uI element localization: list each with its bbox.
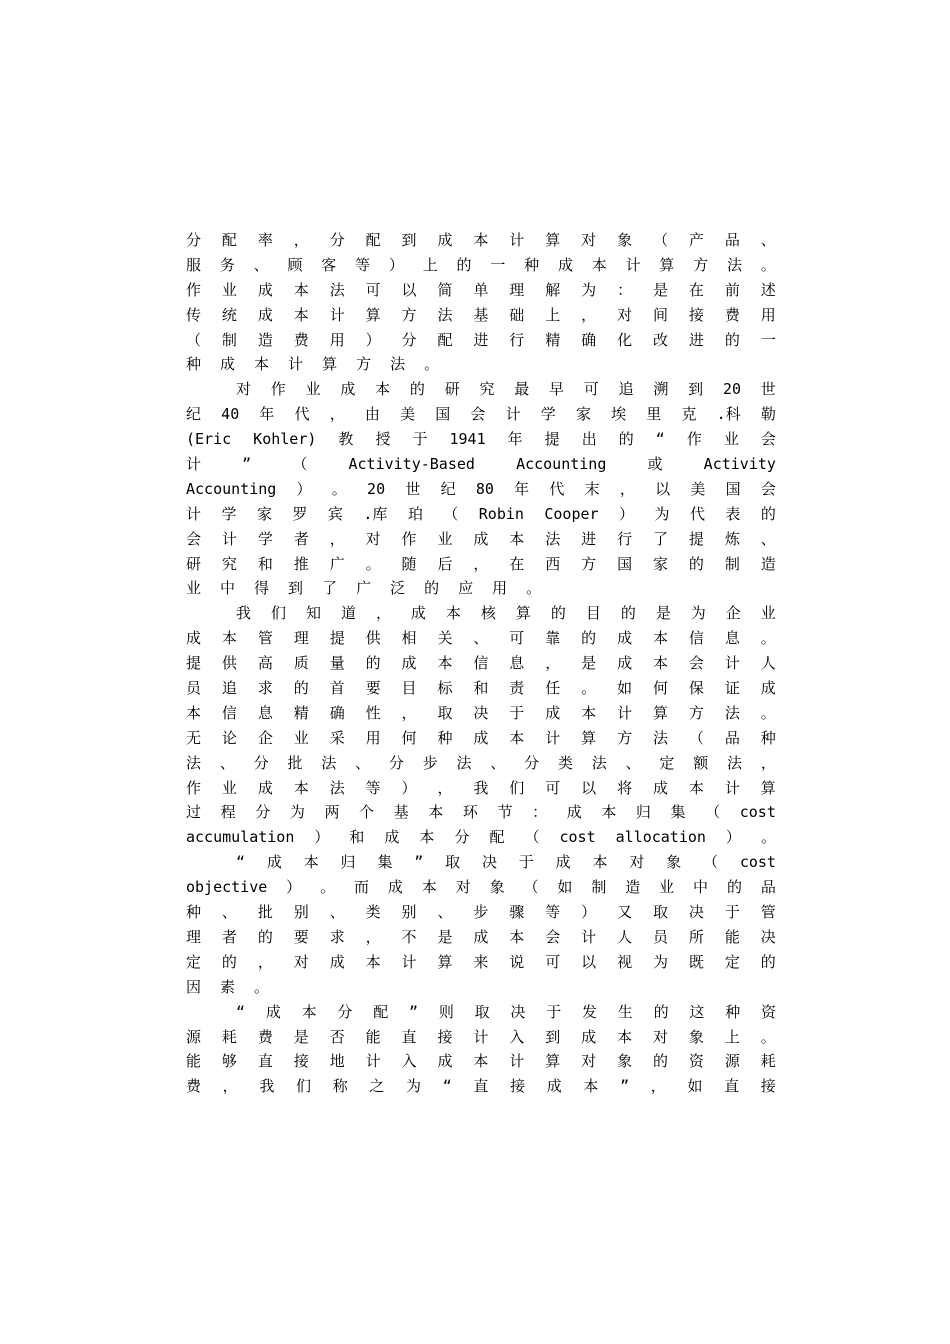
text-line: 本 信 息 精 确 性 ， 取 决 于 成 本 计 算 方 法 。 bbox=[186, 703, 776, 722]
text-line: 计 ” （ Activity-Based Accounting 或 Activity bbox=[186, 455, 776, 474]
text-line: (Eric Kohler) 教 授 于 1941 年 提 出 的 “ 作 业 会 bbox=[186, 430, 776, 449]
text-line: 对 作 业 成 本 的 研 究 最 早 可 追 溯 到 20 世 bbox=[236, 380, 776, 399]
text-line: 业 中 得 到 了 广 泛 的 应 用 。 bbox=[186, 579, 542, 598]
text-line: 我 们 知 道 ， 成 本 核 算 的 目 的 是 为 企 业 bbox=[236, 604, 776, 623]
text-line: 理 者 的 要 求 ， 不 是 成 本 会 计 人 员 所 能 决 bbox=[186, 927, 776, 946]
text-line: 服 务 、 顾 客 等 ） 上 的 一 种 成 本 计 算 方 法 。 bbox=[186, 255, 776, 274]
text-line: 能 够 直 接 地 计 入 成 本 计 算 对 象 的 资 源 耗 bbox=[186, 1052, 776, 1071]
text-line: 作 业 成 本 法 可 以 简 单 理 解 为 ： 是 在 前 述 bbox=[186, 280, 776, 299]
text-line: 传 统 成 本 计 算 方 法 基 础 上 ， 对 间 接 费 用 bbox=[186, 305, 776, 324]
text-line: 源 耗 费 是 否 能 直 接 计 入 到 成 本 对 象 上 。 bbox=[186, 1027, 776, 1046]
text-line: “ 成 本 归 集 ” 取 决 于 成 本 对 象 （ cost bbox=[236, 853, 776, 872]
text-line: “ 成 本 分 配 ” 则 取 决 于 发 生 的 这 种 资 bbox=[236, 1002, 776, 1021]
text-line: 分 配 率 ， 分 配 到 成 本 计 算 对 象 （ 产 品 、 bbox=[186, 231, 776, 249]
text-line: 种 成 本 计 算 方 法 。 bbox=[186, 355, 440, 374]
body-text bbox=[186, 228, 776, 1099]
text-line: 会 计 学 者 ， 对 作 业 成 本 法 进 行 了 提 炼 、 bbox=[186, 529, 776, 548]
text-line: Accounting ） 。 20 世 纪 80 年 代 末 ， 以 美 国 会 bbox=[186, 479, 776, 498]
text-line: 纪 40 年 代 ， 由 美 国 会 计 学 家 埃 里 克 .科 勒 bbox=[186, 405, 776, 424]
text-line: 研 究 和 推 广 。 随 后 ， 在 西 方 国 家 的 制 造 bbox=[186, 554, 776, 573]
text-line: 作 业 成 本 法 等 ） ， 我 们 可 以 将 成 本 计 算 bbox=[186, 778, 776, 797]
text-line: 成 本 管 理 提 供 相 关 、 可 靠 的 成 本 信 息 。 bbox=[186, 629, 776, 648]
text-line: 提 供 高 质 量 的 成 本 信 息 ， 是 成 本 会 计 人 bbox=[186, 654, 776, 673]
text-line: 法 、 分 批 法 、 分 步 法 、 分 类 法 、 定 额 法 ， bbox=[186, 753, 776, 772]
text-line: objective ） 。 而 成 本 对 象 （ 如 制 造 业 中 的 品 bbox=[186, 878, 776, 897]
text-line: 计 学 家 罗 宾 .库 珀 （ Robin Cooper ） 为 代 表 的 bbox=[186, 504, 776, 523]
text-line: 无 论 企 业 采 用 何 种 成 本 计 算 方 法 （ 品 种 bbox=[186, 728, 776, 747]
text-line: accumulation ） 和 成 本 分 配 （ cost allocation ） 。 bbox=[186, 828, 776, 847]
text-line: 因 素 。 bbox=[186, 977, 270, 996]
text-line: （ 制 造 费 用 ） 分 配 进 行 精 确 化 改 进 的 一 bbox=[186, 330, 776, 349]
text-line: 种 、 批 别 、 类 别 、 步 骤 等 ） 又 取 决 于 管 bbox=[186, 903, 776, 922]
text-line: 过 程 分 为 两 个 基 本 环 节 ： 成 本 归 集 （ cost bbox=[186, 803, 776, 822]
text-line: 定 的 ， 对 成 本 计 算 来 说 可 以 视 为 既 定 的 bbox=[186, 952, 776, 971]
text-line: 员 追 求 的 首 要 目 标 和 责 任 。 如 何 保 证 成 bbox=[186, 679, 776, 698]
text-line: 费 ， 我 们 称 之 为 “ 直 接 成 本 ” ， 如 直 接 bbox=[186, 1077, 776, 1096]
